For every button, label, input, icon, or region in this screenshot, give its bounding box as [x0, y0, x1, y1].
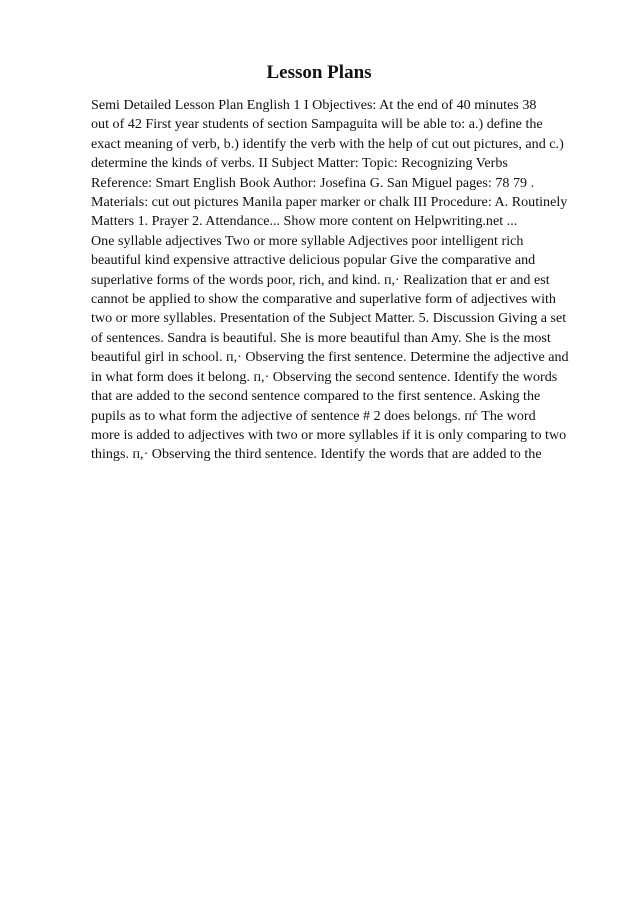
text-line: exact meaning of verb, b.) identify the verb with the help of cut out pictures, and c.) — [91, 135, 564, 152]
text-line: Materials: cut out pictures Manila paper marker or chalk III Procedure: A. Routinely — [91, 194, 568, 211]
document-title: Lesson Plans — [266, 62, 372, 83]
text-line: beautiful kind expensive attractive delicious popular Give the comparative and — [91, 252, 536, 269]
text-line: of sentences. Sandra is beautiful. She is more beautiful than Amy. She is the most — [91, 329, 551, 346]
text-line: that are added to the second sentence compared to the first sentence. Asking the — [91, 388, 541, 405]
text-line: determine the kinds of verbs. II Subject Matter: Topic: Recognizing Verbs — [91, 155, 508, 172]
text-line: Reference: Smart English Book Author: Josefina G. San Miguel pages: 78 79 . — [91, 174, 535, 191]
text-line: two or more syllables. Presentation of the Subject Matter. 5. Discussion Giving a set — [91, 310, 567, 327]
text-line: cannot be applied to show the comparative and superlative form of adjectives with — [91, 291, 556, 308]
text-line: in what form does it belong. п,· Observing the second sentence. Identify the words — [91, 368, 558, 385]
text-line: more is added to adjectives with two or more syllables if it is only comparing to two — [91, 426, 567, 443]
text-line: One syllable adjectives Two or more syllable Adjectives poor intelligent rich — [91, 232, 524, 249]
text-line: things. п,· Observing the third sentence. Identify the words that are added to the — [91, 446, 542, 463]
document-body — [91, 96, 601, 465]
text-line: beautiful girl in school. п,· Observing the first sentence. Determine the adjective and — [91, 349, 569, 366]
text-line: Matters 1. Prayer 2. Attendance... Show more content on Helpwriting.net ... — [91, 213, 518, 230]
text-line: superlative forms of the words poor, rich, and kind. п,· Realization that er and est — [91, 271, 550, 288]
text-line: Semi Detailed Lesson Plan English 1 I Objectives: At the end of 40 minutes 38 — [91, 97, 537, 113]
text-line: out of 42 First year students of section Sampaguita will be able to: a.) define the — [91, 116, 543, 133]
text-line: pupils as to what form the adjective of sentence # 2 does belongs. пѓ The word — [91, 407, 536, 424]
